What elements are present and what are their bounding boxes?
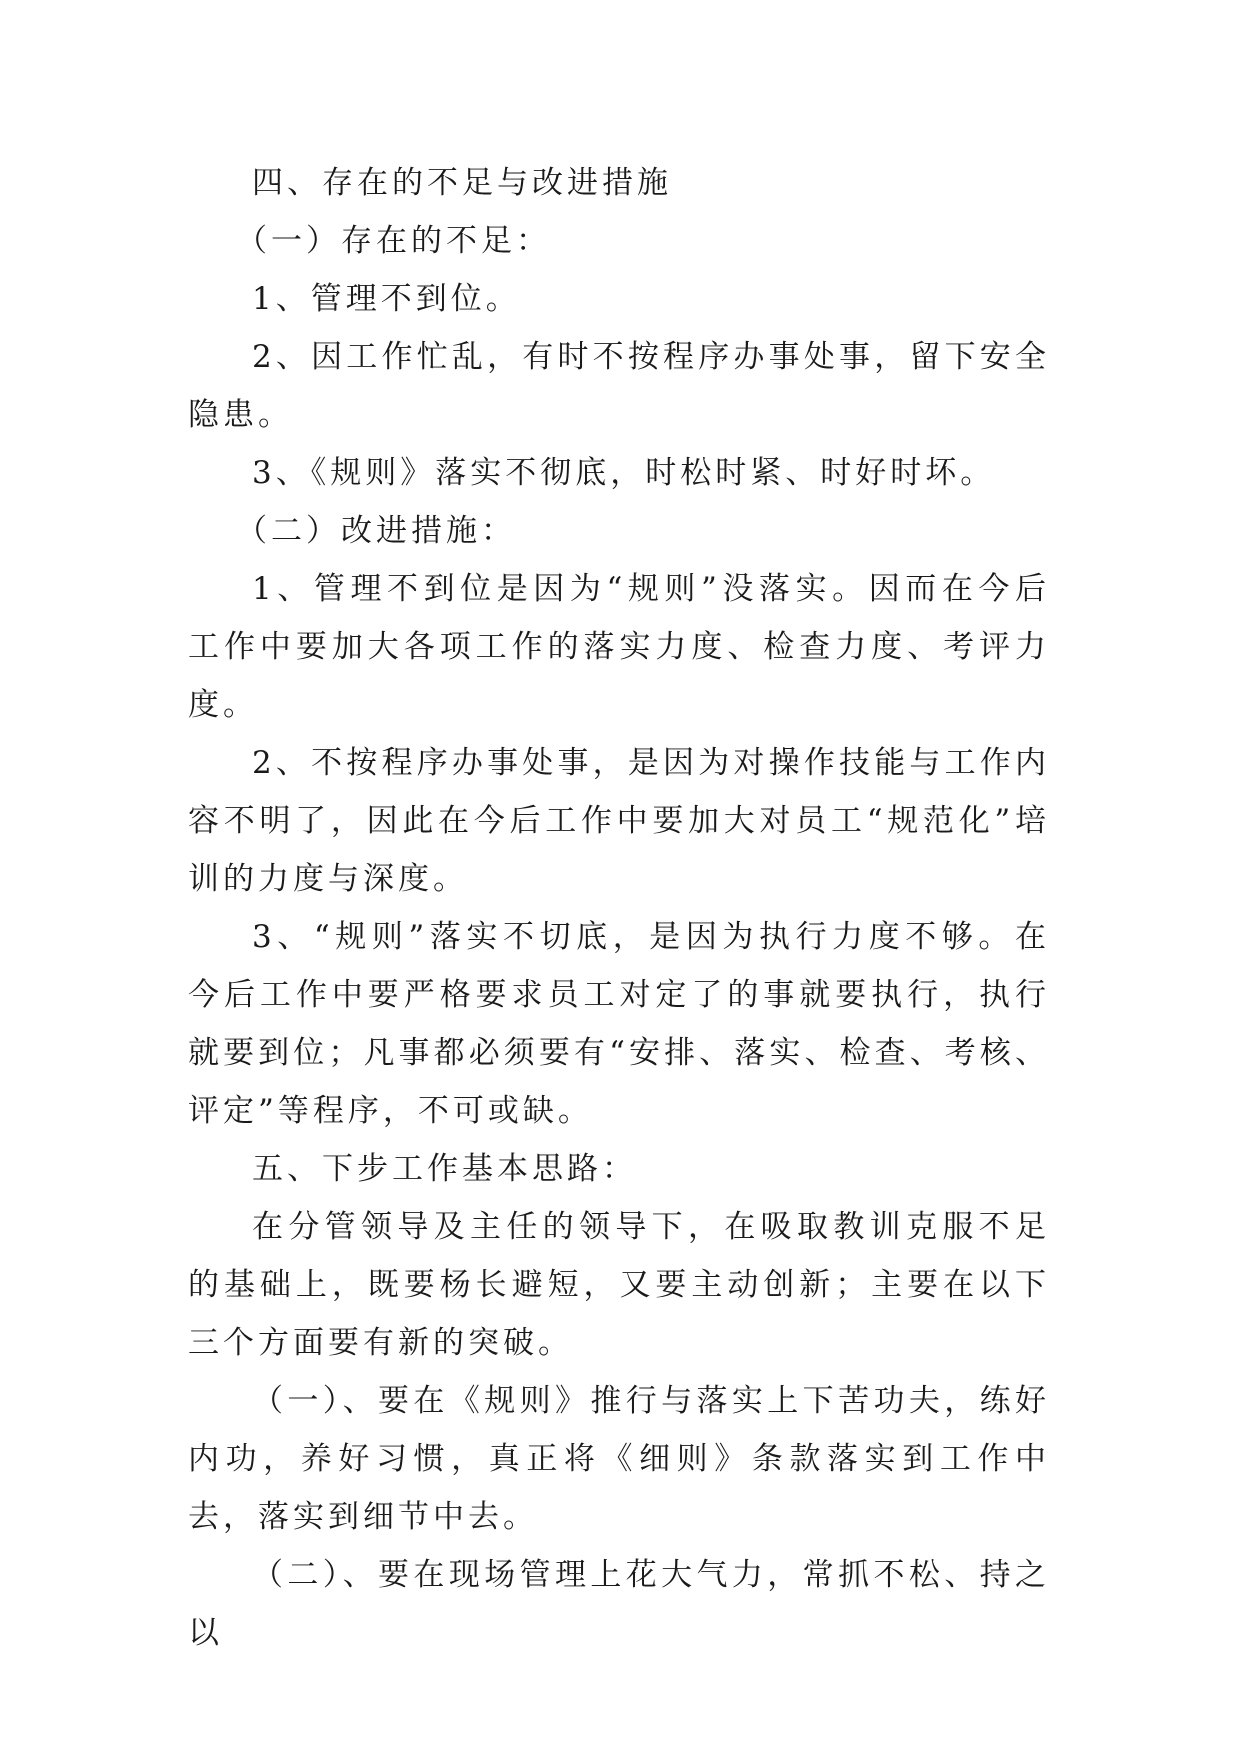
shortcoming-item-1: 1、管理不到位。 — [252, 281, 521, 317]
measure-item-1: 1、管理不到位是因为“规则”没落实。因而在今后工作中要加大各项工作的落实力度、检查力度、考评力度。 — [188, 571, 1050, 723]
section-heading-shortcomings: 四、存在的不足与改进措施 — [252, 165, 672, 201]
subheading-improvement-measures: （二）改进措施： — [236, 513, 516, 549]
shortcoming-item-3: 3、《规则》落实不彻底，时松时紧、时好时坏。 — [252, 455, 996, 491]
next-steps-item-1: （一）、要在《规则》推行与落实上下苦功夫，练好内功，养好习惯，真正将《细则》条款落实到工作中去，落实到细节中去。 — [188, 1383, 1050, 1535]
section-heading-next-steps: 五、下步工作基本思路： — [252, 1151, 637, 1187]
document-body — [188, 154, 1050, 1662]
subheading-existing-shortcomings: （一）存在的不足： — [236, 223, 551, 259]
measure-item-3: 3、“规则”落实不切底，是因为执行力度不够。在今后工作中要严格要求员工对定了的事就要执行，执行就要到位；凡事都必须要有“安排、落实、检查、考核、评定”等程序，不可或缺。 — [188, 919, 1050, 1129]
next-steps-item-2: （二）、要在现场管理上花大气力，常抓不松、持之以 — [188, 1557, 1050, 1651]
next-steps-intro: 在分管领导及主任的领导下，在吸取教训克服不足的基础上，既要杨长避短，又要主动创新；主要在以下三个方面要有新的突破。 — [188, 1209, 1050, 1361]
shortcoming-item-2: 2、因工作忙乱，有时不按程序办事处事，留下安全隐患。 — [188, 339, 1050, 433]
measure-item-2: 2、不按程序办事处事，是因为对操作技能与工作内容不明了，因此在今后工作中要加大对员工“规范化”培训的力度与深度。 — [188, 745, 1050, 897]
